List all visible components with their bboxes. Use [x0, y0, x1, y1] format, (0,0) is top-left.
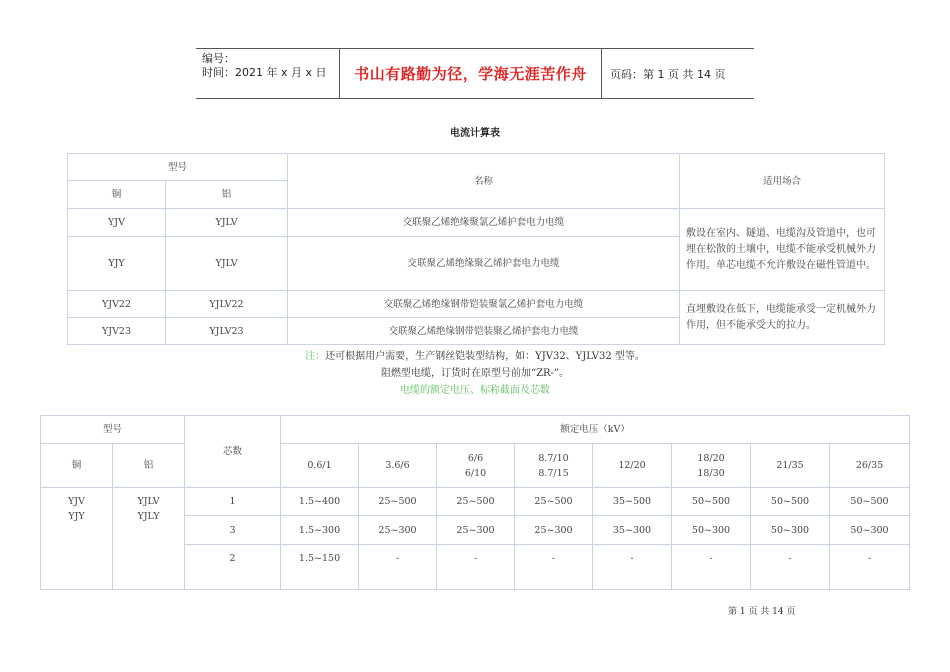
t2-cell: 50~500	[751, 488, 830, 516]
t1-place-1: 敷设在室内、隧道、电缆沟及管道中，也可埋在松散的土壤中，电缆不能承受机械外力作用。单芯电缆不允许敷设在磁性管道中。	[680, 209, 885, 291]
t2-cell: 25~300	[437, 516, 515, 545]
number-label: 编号：	[202, 52, 235, 65]
t1-name: 交联聚乙烯绝缘聚氯乙烯护套电力电缆	[288, 209, 680, 237]
t1-head-model: 型号	[68, 154, 288, 181]
voltage-head-line: 8.7/15	[538, 467, 569, 479]
t1-place-2: 直埋敷设在低下，电缆能承受一定机械外力作用，但不能承受大的拉力。	[680, 291, 885, 345]
voltage-head	[751, 444, 830, 488]
t1-al: YJLV	[166, 237, 288, 291]
t2-head-model: 型号	[41, 416, 185, 444]
t1-name: 交联聚乙烯绝缘聚乙烯护套电力电缆	[288, 237, 680, 291]
t2-cell: 1.5~300	[281, 516, 359, 545]
voltage-head	[281, 444, 359, 488]
voltage-head-line: 12/20	[618, 460, 646, 471]
t2-cu-model: YJV	[68, 496, 85, 507]
note-label: 注：	[305, 351, 326, 362]
table-row	[41, 488, 910, 516]
t1-head-aluminum: 铝	[166, 181, 288, 209]
t1-cu: YJV23	[68, 318, 166, 345]
cable-type-table	[67, 153, 885, 345]
voltage-head	[593, 444, 672, 488]
t2-cell: 50~500	[830, 488, 910, 516]
t2-cell: 25~500	[515, 488, 593, 516]
doc-title: 电流计算表	[450, 128, 500, 139]
note-line-2: 阻燃型电缆，订货时在原型号前加“ZR-”。	[380, 368, 570, 379]
page-footer: 第 1 页 共 14 页	[728, 607, 796, 617]
table-row	[68, 291, 885, 318]
t1-al: YJLV23	[166, 318, 288, 345]
voltage-head-line: 6/6	[467, 452, 484, 464]
voltage-head	[515, 444, 593, 488]
t2-cu-model: YJY	[68, 511, 85, 522]
voltage-head-line: 18/30	[697, 467, 725, 479]
t2-cores: 1	[185, 488, 281, 516]
t2-cell: -	[830, 545, 910, 590]
voltage-head	[359, 444, 437, 488]
t1-head-place: 适用场合	[680, 154, 885, 209]
t2-al-model: YJLV	[137, 496, 160, 507]
t1-head-copper: 铜	[68, 181, 166, 209]
t2-head-aluminum: 铝	[113, 444, 185, 488]
t2-head-voltage: 额定电压（kV）	[281, 416, 910, 444]
t1-cu: YJV22	[68, 291, 166, 318]
note-line-1: 还可根据用户需要，生产钢丝铠装型结构，如：YJV32、YJLV32 型等。	[325, 351, 645, 362]
t2-al-model: YJLY	[137, 511, 160, 522]
voltage-head	[437, 444, 515, 488]
t1-al: YJLV	[166, 209, 288, 237]
header-left	[196, 49, 340, 98]
t2-cores: 2	[185, 545, 281, 590]
voltage-head-line: 0.6/1	[307, 460, 332, 471]
t2-cell: 50~300	[830, 516, 910, 545]
t1-name: 交联聚乙烯绝缘钢带铠装聚氯乙烯护套电力电缆	[288, 291, 680, 318]
t2-cell: -	[593, 545, 672, 590]
t2-cell: 25~300	[515, 516, 593, 545]
t1-head-name: 名称	[288, 154, 680, 209]
voltage-head-line: 21/35	[776, 460, 804, 471]
t2-al-models	[113, 488, 185, 590]
voltage-head-line: 8.7/10	[538, 452, 569, 464]
voltage-head-line: 3.6/6	[385, 460, 410, 471]
t2-cell: 25~300	[359, 516, 437, 545]
t2-head-copper: 铜	[41, 444, 113, 488]
t2-cell: 25~500	[437, 488, 515, 516]
t2-cell: 1.5~150	[281, 545, 359, 590]
t2-cell: 50~300	[672, 516, 751, 545]
t2-cell: 50~500	[672, 488, 751, 516]
t2-cell: -	[751, 545, 830, 590]
t1-al: YJLV22	[166, 291, 288, 318]
header-page-label: 页码：第 1 页 共 14 页	[610, 67, 726, 81]
t1-cu: YJV	[68, 209, 166, 237]
t2-cell: 35~500	[593, 488, 672, 516]
t2-cell: 1.5~400	[281, 488, 359, 516]
time-label: 时间：2021 年 x 月 x 日	[202, 66, 327, 79]
t2-cores: 3	[185, 516, 281, 545]
t2-cell: -	[437, 545, 515, 590]
t2-cell: 35~300	[593, 516, 672, 545]
t2-cell: -	[359, 545, 437, 590]
table-row	[68, 209, 885, 237]
t1-cu: YJY	[68, 237, 166, 291]
t2-cu-models	[41, 488, 113, 590]
notes	[0, 348, 950, 399]
section-heading: 电缆的额定电压、标称截面及芯数	[400, 385, 550, 396]
page-header	[196, 48, 754, 99]
t1-name: 交联聚乙烯绝缘钢带铠装聚乙烯护套电力电缆	[288, 318, 680, 345]
t2-cell: 25~500	[359, 488, 437, 516]
t2-cell: -	[672, 545, 751, 590]
t2-cell: 50~300	[751, 516, 830, 545]
t2-head-cores: 芯数	[185, 416, 281, 488]
voltage-head-line: 18/20	[697, 452, 725, 464]
voltage-head-line: 26/35	[855, 460, 884, 471]
header-slogan: 书山有路勤为径，学海无涯苦作舟	[340, 49, 602, 98]
voltage-head	[830, 444, 910, 488]
voltage-head	[672, 444, 751, 488]
t2-cell: -	[515, 545, 593, 590]
voltage-table	[40, 415, 910, 590]
voltage-head-line: 6/10	[464, 467, 487, 479]
